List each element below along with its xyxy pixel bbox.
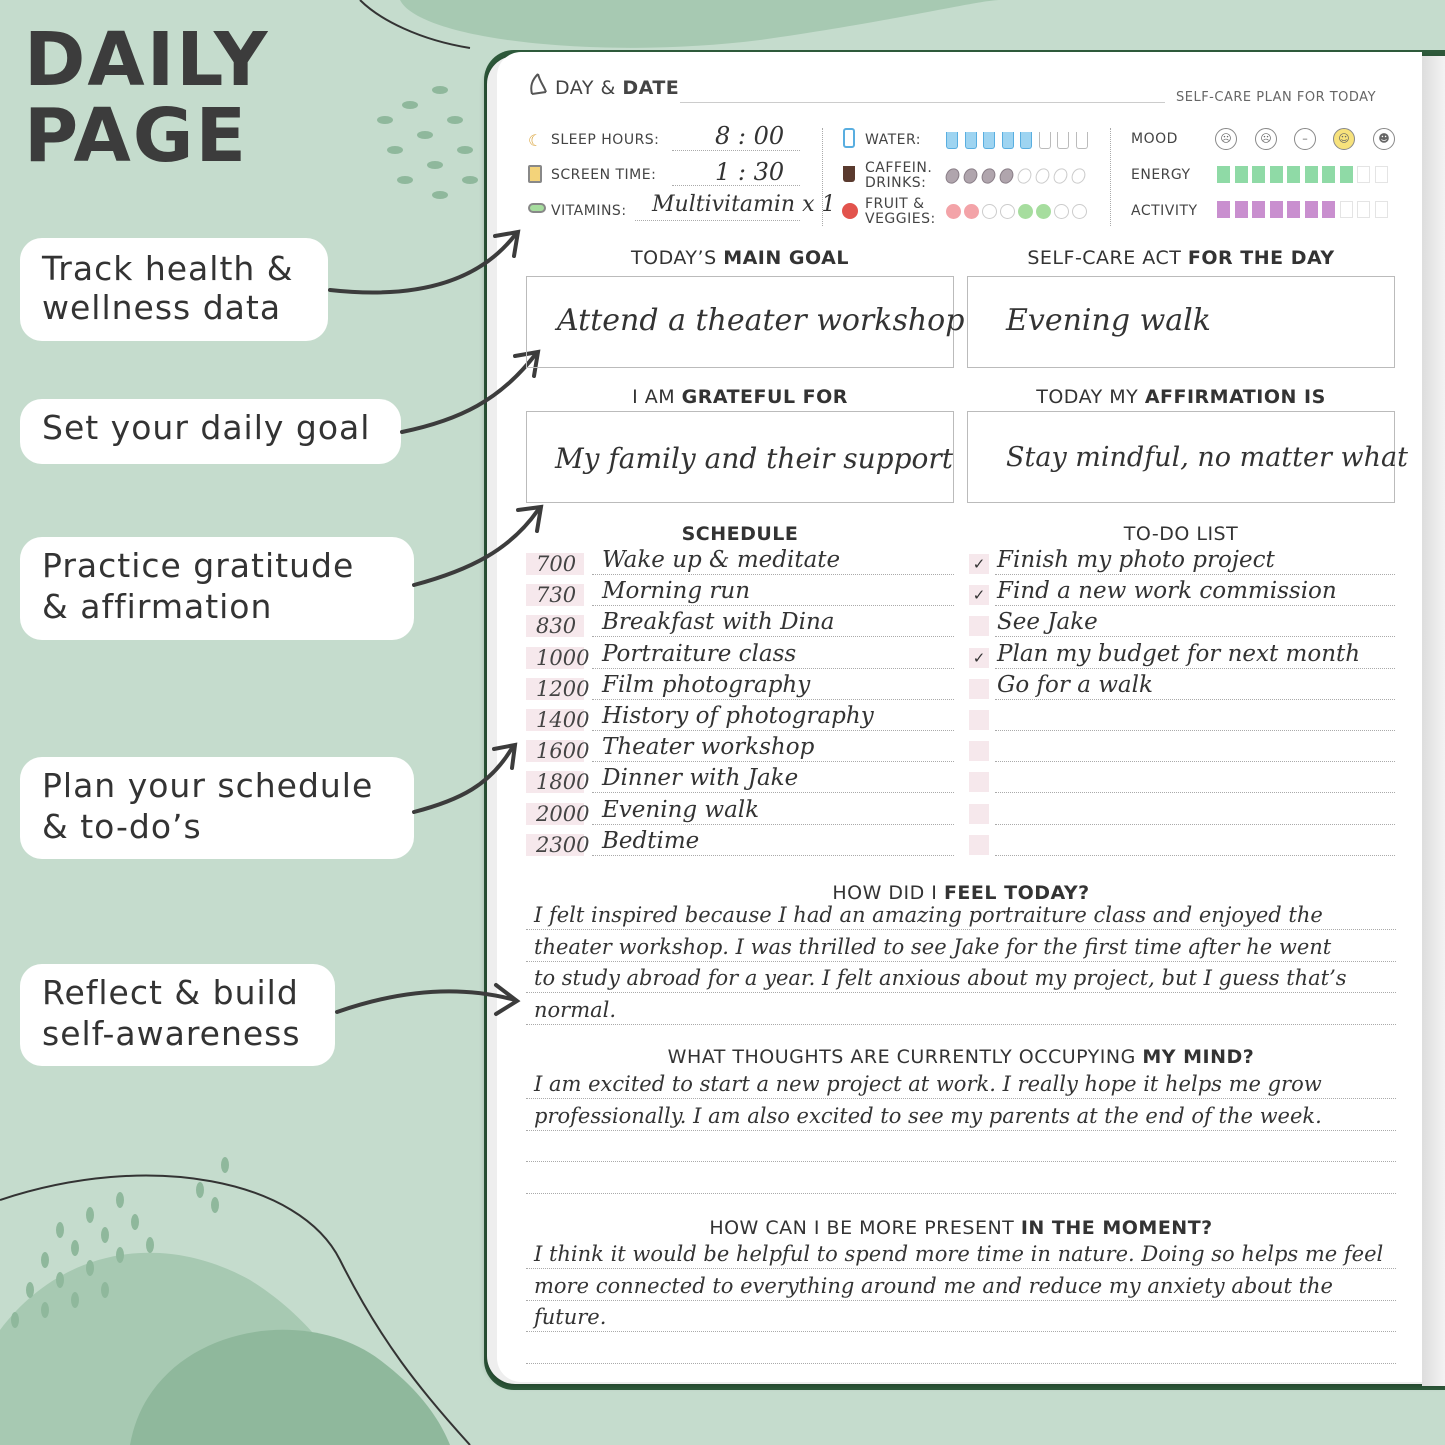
todo-checkbox[interactable]: [969, 835, 989, 855]
self-care-value: Evening walk: [1006, 303, 1211, 338]
energy-tracker[interactable]: [1217, 166, 1402, 186]
self-care-heading: [967, 247, 1395, 269]
schedule-task[interactable]: Theater workshop: [602, 734, 815, 761]
water-cup-icon[interactable]: [965, 132, 977, 149]
feel-light: HOW DID I: [832, 882, 944, 904]
thoughts-bold: MY MIND?: [1142, 1046, 1255, 1068]
energy-segment[interactable]: [1322, 166, 1335, 183]
affirmation-light: TODAY MY: [1036, 386, 1145, 408]
grateful-box[interactable]: [526, 411, 954, 503]
fruit-veggie-icon[interactable]: [946, 204, 961, 219]
schedule-line: [592, 668, 954, 669]
vitamins-value[interactable]: Multivitamin x 1: [652, 192, 836, 217]
fruit-veggie-icon[interactable]: [1036, 204, 1051, 219]
affirmation-heading: [967, 386, 1395, 408]
entry-line: [526, 992, 1396, 993]
schedule-task[interactable]: Evening walk: [602, 796, 760, 823]
schedule-time: 1000: [526, 647, 584, 669]
sleep-hours-value[interactable]: 8 : 00: [715, 122, 785, 150]
fruit-veggie-icon[interactable]: [1054, 204, 1069, 219]
schedule-time: 1200: [526, 678, 584, 700]
self-care-plan-label: SELF-CARE PLAN FOR TODAY: [1176, 90, 1377, 105]
schedule-line: [592, 730, 954, 731]
schedule-line: [592, 761, 954, 762]
feel-entry[interactable]: [526, 905, 1396, 1030]
moon-icon: ☾: [528, 131, 543, 150]
fruit-veggies-label: [865, 197, 936, 227]
pill-icon: [528, 203, 546, 213]
entry-line-text: more connected to everything around me and reduce my anxiety about the: [534, 1273, 1333, 1298]
activity-label: ACTIVITY: [1131, 203, 1198, 219]
callout-line: & to-do’s: [42, 807, 202, 846]
water-cup-icon[interactable]: [1020, 132, 1032, 149]
feel-bold: FEEL TODAY?: [943, 882, 1090, 904]
mood-label: MOOD: [1131, 131, 1178, 147]
entry-line: [526, 1024, 1396, 1025]
water-cup-icon[interactable]: [1002, 132, 1014, 149]
fruit-veggie-icon[interactable]: [964, 204, 979, 219]
todo-checkbox[interactable]: ✓: [969, 648, 989, 668]
schedule-task[interactable]: Morning run: [602, 578, 751, 605]
todo-task[interactable]: Go for a walk: [997, 671, 1153, 698]
schedule-task[interactable]: Wake up & meditate: [602, 547, 841, 573]
feel-heading: [526, 882, 1396, 904]
caffeine-tracker[interactable]: [946, 167, 1096, 187]
schedule-task[interactable]: Breakfast with Dina: [602, 609, 835, 636]
todo-checkbox[interactable]: [969, 616, 989, 636]
coffee-bean-icon[interactable]: [1051, 166, 1070, 186]
activity-segment[interactable]: [1252, 201, 1265, 218]
schedule-time: 730: [526, 584, 584, 606]
entry-line: [526, 1300, 1396, 1301]
todo-checkbox[interactable]: ✓: [969, 554, 989, 574]
tracker-divider: [822, 128, 823, 226]
callout-line: Plan your schedule: [42, 766, 374, 805]
todo-line: [995, 636, 1395, 637]
schedule-time: 1400: [526, 709, 584, 731]
water-cup-icon[interactable]: [1076, 132, 1088, 149]
water-cup-icon[interactable]: [1039, 132, 1051, 149]
callout-line: Track health &: [42, 249, 294, 288]
water-cup-icon[interactable]: [946, 132, 958, 149]
schedule-task[interactable]: Bedtime: [602, 827, 700, 854]
screen-time-value[interactable]: 1 : 30: [715, 158, 785, 186]
title-line-1: DAILY: [24, 17, 270, 103]
todo-checkbox[interactable]: ✓: [969, 585, 989, 605]
fruit-veggies-tracker[interactable]: [946, 203, 1096, 223]
energy-label: ENERGY: [1131, 167, 1191, 183]
energy-segment[interactable]: [1375, 166, 1388, 183]
vitamins-label: VITAMINS:: [551, 203, 627, 219]
sleep-line: [672, 150, 800, 151]
fruit-label-1: FRUIT &: [865, 196, 925, 212]
energy-segment[interactable]: [1357, 166, 1370, 183]
activity-segment[interactable]: [1287, 201, 1300, 218]
self-care-bold: FOR THE DAY: [1187, 247, 1335, 269]
callout-line: Practice gratitude: [42, 546, 355, 585]
schedule-time: 1800: [526, 771, 584, 793]
todo-line: [995, 699, 1395, 700]
water-bottle-icon: [843, 128, 855, 148]
schedule-time: 700: [526, 553, 584, 575]
schedule-time: 830: [526, 615, 584, 637]
schedule-task[interactable]: History of photography: [602, 703, 874, 729]
schedule-heading: SCHEDULE: [681, 523, 799, 545]
todo-checkbox[interactable]: [969, 710, 989, 730]
todo-line: [995, 761, 1395, 762]
present-heading: [526, 1217, 1396, 1239]
todo-task[interactable]: Find a new work commission: [997, 578, 1337, 605]
grateful-value: My family and their support: [555, 442, 954, 475]
callout-line: & affirmation: [42, 587, 273, 626]
thoughts-heading: [526, 1046, 1396, 1068]
caffein-label: [865, 161, 932, 191]
todo-task[interactable]: Plan my budget for next month: [997, 640, 1361, 667]
todo-line: [995, 574, 1395, 575]
entry-line: [526, 929, 1396, 930]
fruit-veggie-icon[interactable]: [1018, 204, 1033, 219]
activity-segment[interactable]: [1235, 201, 1248, 218]
energy-segment[interactable]: [1235, 166, 1248, 183]
todo-list: [967, 547, 1395, 861]
day-date-label: [555, 77, 679, 99]
water-tracker[interactable]: [946, 131, 1096, 151]
caffein-label-2: DRINKS:: [865, 175, 927, 191]
todo-checkbox[interactable]: [969, 741, 989, 761]
affirmation-value: Stay mindful, no matter what: [1006, 442, 1408, 473]
sad-face-icon[interactable]: ☹: [1255, 128, 1277, 150]
title-line-2: PAGE: [24, 93, 249, 179]
water-cup-icon[interactable]: [1057, 132, 1069, 149]
activity-segment[interactable]: [1305, 201, 1318, 218]
activity-segment[interactable]: [1270, 201, 1283, 218]
entry-line: [526, 1130, 1396, 1131]
todo-checkbox[interactable]: [969, 772, 989, 792]
entry-line-text: I think it would be helpful to spend more time in nature. Doing so helps me feel: [534, 1242, 1384, 1266]
todo-line: [995, 792, 1395, 793]
entry-line: [526, 1331, 1396, 1332]
main-goal-box[interactable]: [526, 276, 965, 368]
entry-line: [526, 961, 1396, 962]
schedule-time: 1600: [526, 740, 584, 762]
schedule-task[interactable]: Film photography: [602, 671, 811, 698]
date-line: [680, 102, 1165, 103]
todo-task[interactable]: Finish my photo project: [997, 547, 1275, 573]
entry-line: [526, 1098, 1396, 1099]
activity-segment[interactable]: [1340, 201, 1353, 218]
self-care-box[interactable]: [967, 276, 1395, 368]
caffein-label-1: CAFFEIN.: [865, 160, 933, 176]
todo-line: [995, 605, 1395, 606]
sleep-hours-label: SLEEP HOURS:: [551, 132, 660, 148]
day-date-bold: DATE: [622, 77, 680, 99]
coffee-bean-icon[interactable]: [1033, 166, 1052, 186]
fruit-veggie-icon[interactable]: [1000, 204, 1015, 219]
entry-line-text: future.: [534, 1305, 607, 1329]
very-sad-face-icon[interactable]: ☹: [1215, 128, 1237, 150]
self-care-light: SELF-CARE ACT: [1027, 247, 1188, 269]
coffee-bean-icon[interactable]: [997, 166, 1016, 186]
energy-segment[interactable]: [1305, 166, 1318, 183]
activity-segment[interactable]: [1217, 201, 1230, 218]
happy-face-icon[interactable]: ☺: [1333, 128, 1355, 150]
schedule-task[interactable]: Dinner with Jake: [602, 765, 799, 792]
schedule-line: [592, 855, 954, 856]
entry-line-text: to study abroad for a year. I felt anxious about my project, but I guess that’s: [534, 966, 1347, 990]
main-goal-bold: MAIN GOAL: [723, 247, 849, 269]
fruit-veggie-icon[interactable]: [1072, 204, 1087, 219]
entry-line-text: theater workshop. I was thrilled to see Jake for the first time after he went: [534, 934, 1332, 959]
fruit-icon: [842, 203, 858, 219]
affirmation-box[interactable]: [967, 411, 1408, 503]
entry-line-text: professionally. I am also excited to see my parents at the end of the week.: [534, 1103, 1322, 1128]
schedule-line: [592, 824, 954, 825]
todo-line: [995, 855, 1395, 856]
todo-task[interactable]: See Jake: [997, 609, 1098, 636]
main-goal-light: TODAY’S: [631, 247, 724, 269]
todo-line: [995, 730, 1395, 731]
todo-checkbox[interactable]: [969, 679, 989, 699]
mood-tracker[interactable]: [1215, 128, 1400, 152]
callout-line: self-awareness: [42, 1014, 301, 1053]
vitamins-line: [635, 220, 800, 221]
water-label: WATER:: [865, 132, 921, 148]
activity-segment[interactable]: [1322, 201, 1335, 218]
schedule-line: [592, 605, 954, 606]
schedule-time: 2000: [526, 803, 584, 825]
energy-segment[interactable]: [1217, 166, 1230, 183]
present-light: HOW CAN I BE MORE PRESENT: [709, 1217, 1021, 1239]
schedule-line: [592, 699, 954, 700]
screen-line: [672, 185, 800, 186]
present-entry[interactable]: [526, 1244, 1396, 1369]
entry-line-text: I felt inspired because I had an amazing portraiture class and enjoyed the: [534, 903, 1323, 927]
activity-segment[interactable]: [1375, 201, 1388, 218]
callout-line: Reflect & build: [42, 973, 299, 1012]
water-cup-icon[interactable]: [983, 132, 995, 149]
coffee-bean-icon[interactable]: [979, 166, 998, 186]
schedule-line: [592, 574, 954, 575]
entry-line: [526, 1268, 1396, 1269]
entry-line: [526, 1161, 1396, 1162]
grateful-bold: GRATEFUL FOR: [681, 386, 848, 408]
entry-line: [526, 1193, 1396, 1194]
schedule-list: [526, 547, 954, 861]
schedule-time: 2300: [526, 834, 584, 856]
schedule-task[interactable]: Portraiture class: [602, 640, 797, 667]
callout-line: wellness data: [42, 288, 282, 327]
screen-time-label: SCREEN TIME:: [551, 167, 657, 183]
coffee-bean-icon[interactable]: [961, 166, 980, 186]
fruit-veggie-icon[interactable]: [982, 204, 997, 219]
day-date-light: DAY &: [555, 77, 623, 99]
activity-tracker[interactable]: [1217, 201, 1402, 221]
very-happy-face-icon[interactable]: ☻: [1373, 128, 1395, 150]
energy-segment[interactable]: [1252, 166, 1265, 183]
coffee-bean-icon[interactable]: [1069, 166, 1088, 186]
tracker-divider: [1110, 128, 1111, 226]
fruit-label-2: VEGGIES:: [865, 211, 936, 227]
neutral-face-icon[interactable]: –: [1294, 128, 1316, 150]
entry-line: [526, 1363, 1396, 1364]
coffee-cup-icon: [843, 166, 855, 182]
activity-segment[interactable]: [1357, 201, 1370, 218]
energy-segment[interactable]: [1340, 166, 1353, 183]
coffee-bean-icon[interactable]: [943, 166, 962, 186]
thoughts-light: WHAT THOUGHTS ARE CURRENTLY OCCUPYING: [667, 1046, 1143, 1068]
main-goal-heading: [526, 247, 954, 269]
callout-line: Set your daily goal: [42, 408, 371, 447]
coffee-bean-icon[interactable]: [1015, 166, 1034, 186]
todo-line: [995, 668, 1395, 669]
schedule-line: [592, 792, 954, 793]
main-goal-value: Attend a theater workshop: [557, 303, 965, 338]
schedule-line: [592, 636, 954, 637]
thoughts-entry[interactable]: [526, 1074, 1396, 1199]
energy-segment[interactable]: [1270, 166, 1283, 183]
entry-line-text: normal.: [534, 997, 617, 1022]
todo-heading: TO-DO LIST: [1123, 523, 1239, 545]
grateful-light: I AM: [632, 386, 682, 408]
energy-segment[interactable]: [1287, 166, 1300, 183]
brand-logo-icon: [526, 72, 548, 98]
todo-line: [995, 824, 1395, 825]
grateful-heading: [526, 386, 954, 408]
entry-line-text: I am excited to start a new project at work. I really hope it helps me grow: [534, 1072, 1322, 1096]
present-bold: IN THE MOMENT?: [1020, 1217, 1213, 1239]
phone-icon: [528, 165, 542, 183]
affirmation-bold: AFFIRMATION IS: [1144, 386, 1326, 408]
todo-checkbox[interactable]: [969, 804, 989, 824]
